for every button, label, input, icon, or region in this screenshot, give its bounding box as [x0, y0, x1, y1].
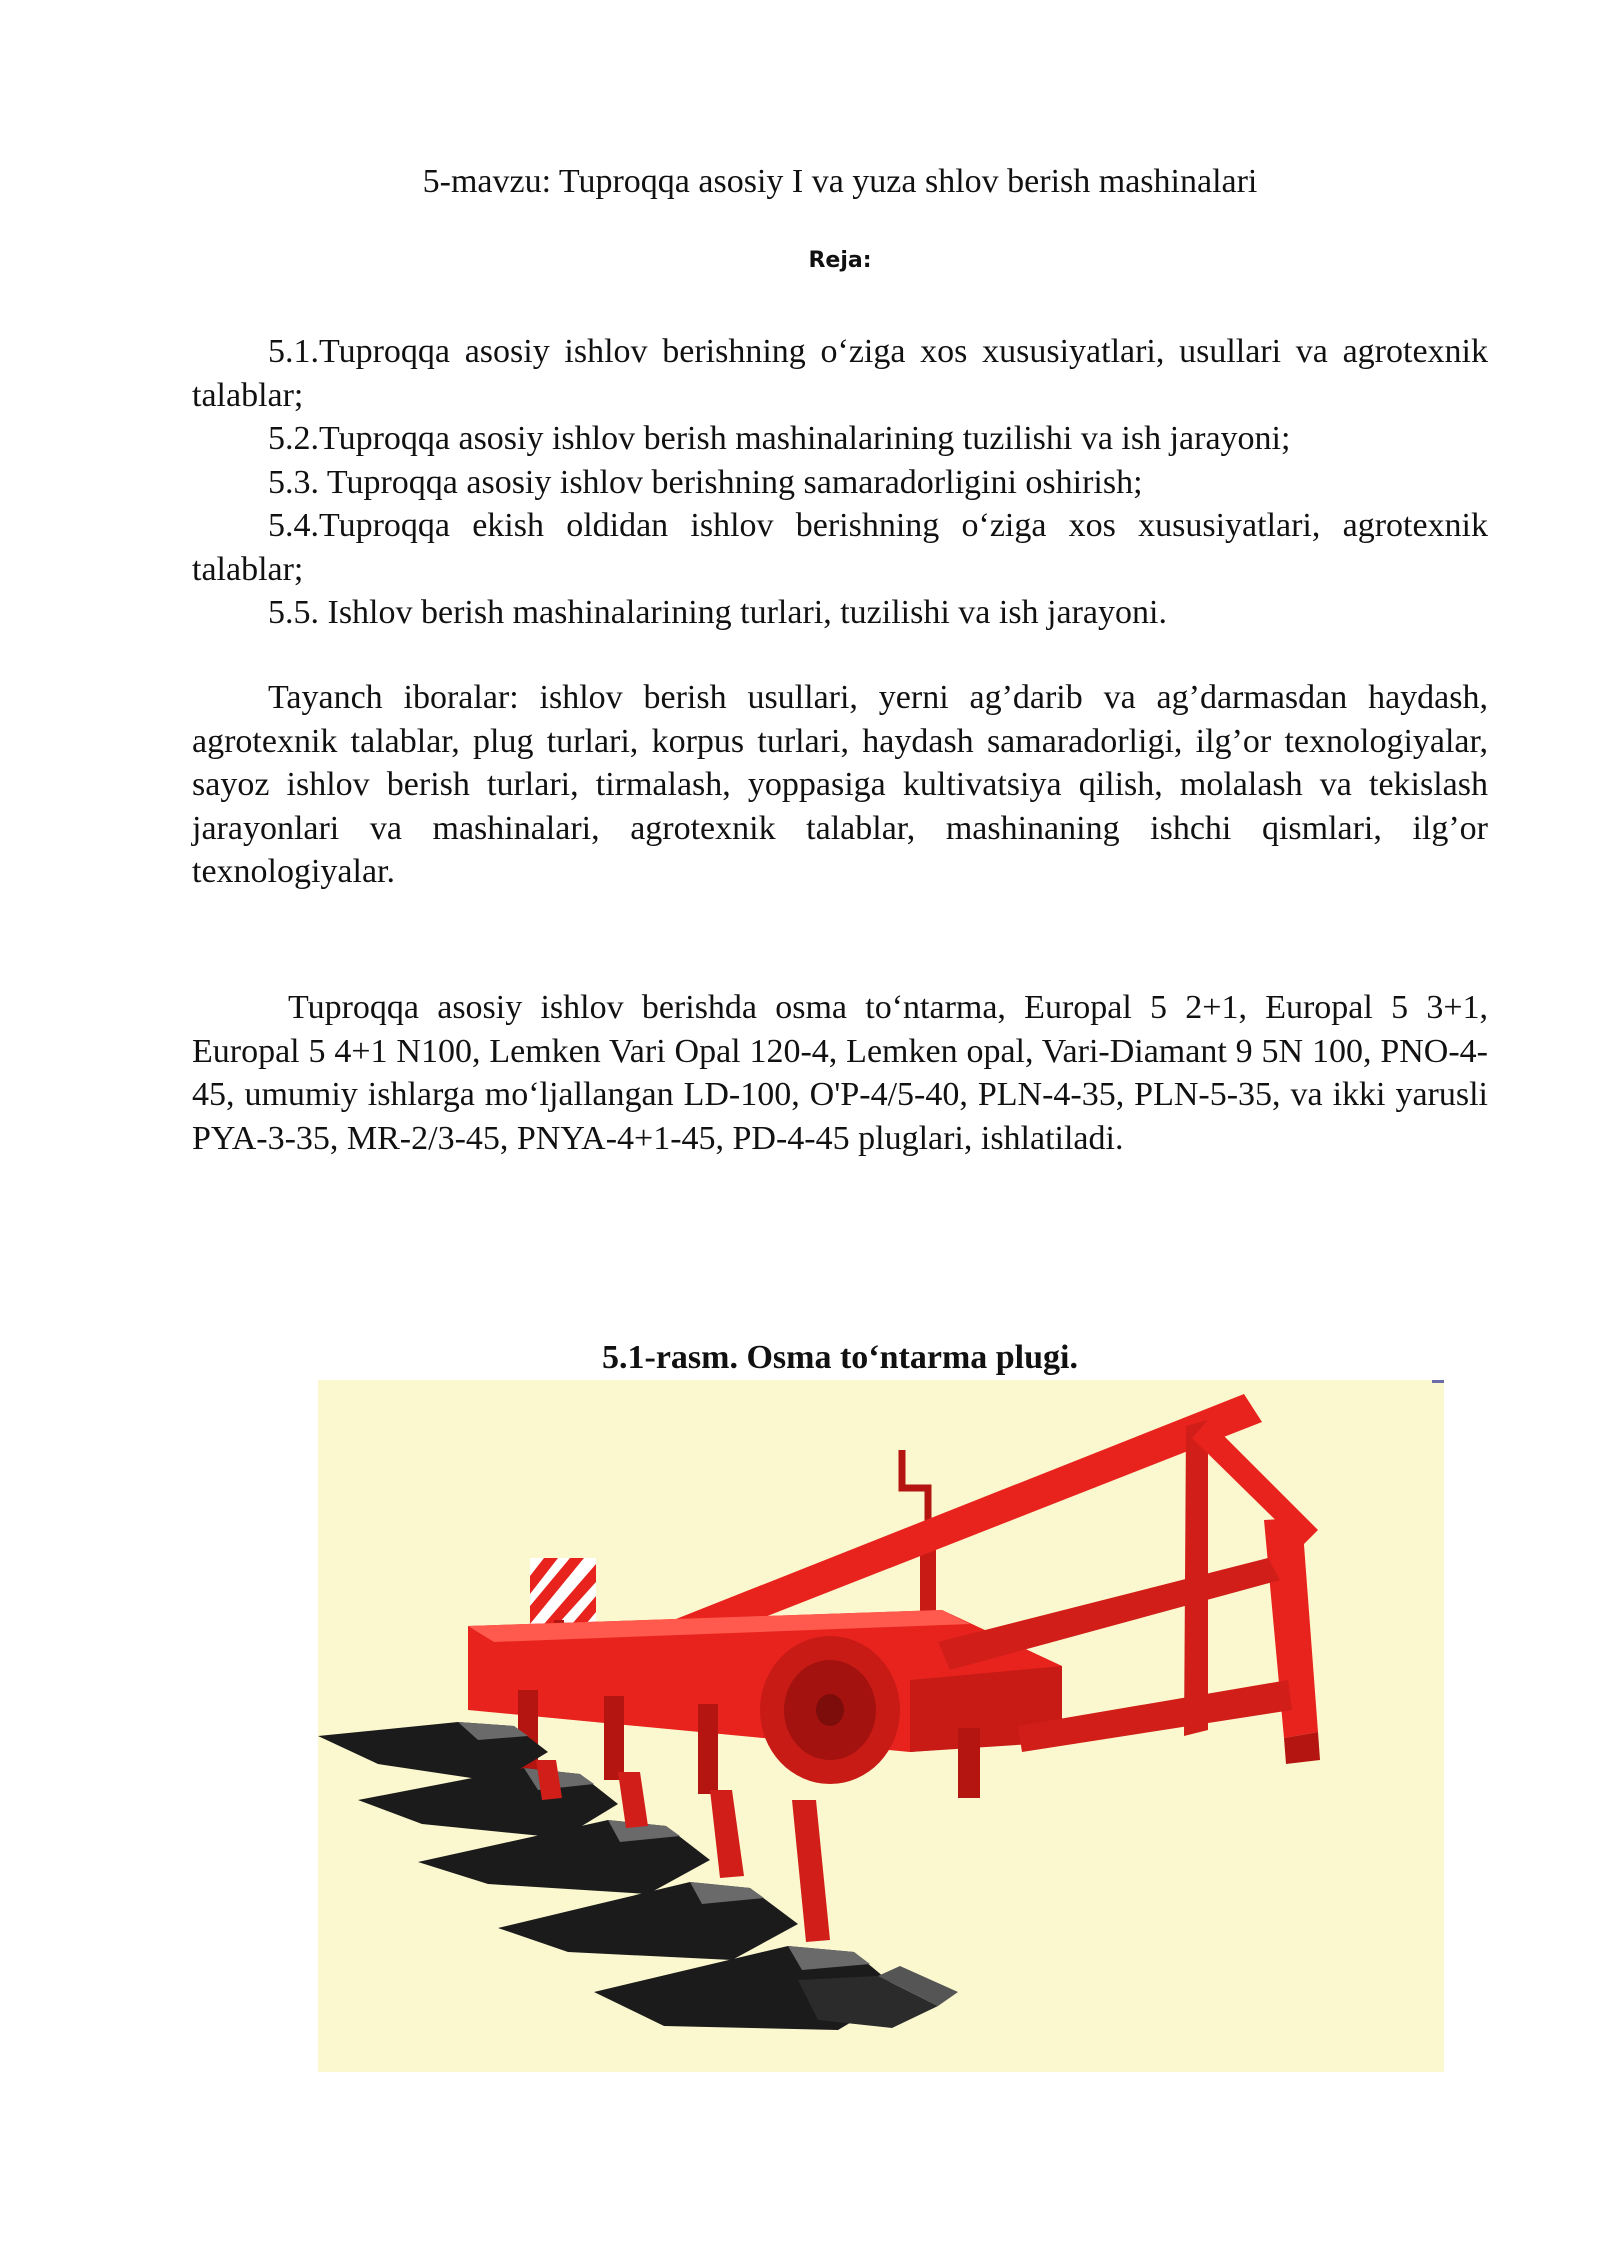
plan-item: 5.3. Tuproqqa asosiy ishlov berishning samaradorligini oshirish;: [268, 463, 1143, 501]
plan-item: 5.2.Tuproqqa asosiy ishlov berish mashinalarining tuzilishi va ish jarayoni;: [268, 420, 1291, 457]
plough-figure: [318, 1380, 1444, 2072]
figure-caption: 5.1-rasm. Osma to‘ntarma plugi.: [602, 1339, 1078, 1376]
plan-item: 5.1.Tuproqqa asosiy ishlov berishning o‘ziga xos xususiyatlari, usullari va agrotexnik talablar;: [192, 333, 1488, 414]
ploughs-paragraph: Tuproqqa asosiy ishlov berishda osma to‘ntarma, Europal 5 2+1, Europal 5 3+1, Europal 5 4+1 N100, Lemken Vari Opal 120-4, Lemken opal, Vari-Diamant 9 5N 100, PNO-4-45, umumiy ishlarga mo‘ljallangan LD-100, O'P-4/5-40, PLN-4-35, PLN-5-35, va ikki yarusli PYA-3-35, MR-2/3-45, PNYA-4+1-45, PD-4-45 pluglari, ishlatiladi.: [192, 989, 1488, 1157]
plan-heading: Reja:: [808, 248, 872, 273]
keywords-paragraph: Tayanch iboralar: ishlov berish usullari, yerni ag’darib va ag’darmasdan haydash, agrotexnik talablar, plug turlari, korpus turlari, haydash samaradorligi, ilg’or texnologiyalar, sayoz ishlov berish turlari, tirmalash, yoppasiga kultivatsiya qilish, molalash va tekislash jarayonlari va mashinalari, agrotexnik talablar, mashinaning ishchi qismlari, ilg’or texnologiyalar.: [192, 679, 1488, 890]
document-title: 5-mavzu: Tuproqqa asosiy I va yuza shlov berish mashinalari: [422, 163, 1258, 200]
plan-item: 5.5. Ishlov berish mashinalarining turlari, tuzilishi va ish jarayoni.: [268, 594, 1167, 631]
plan-item: 5.4.Tuproqqa ekish oldidan ishlov berishning o‘ziga xos xususiyatlari, agrotexnik talablar;: [192, 507, 1488, 588]
plan-list: [192, 330, 1488, 635]
plough-illustration-icon: [318, 1380, 1444, 2072]
corner-mark: [1432, 1380, 1444, 1383]
